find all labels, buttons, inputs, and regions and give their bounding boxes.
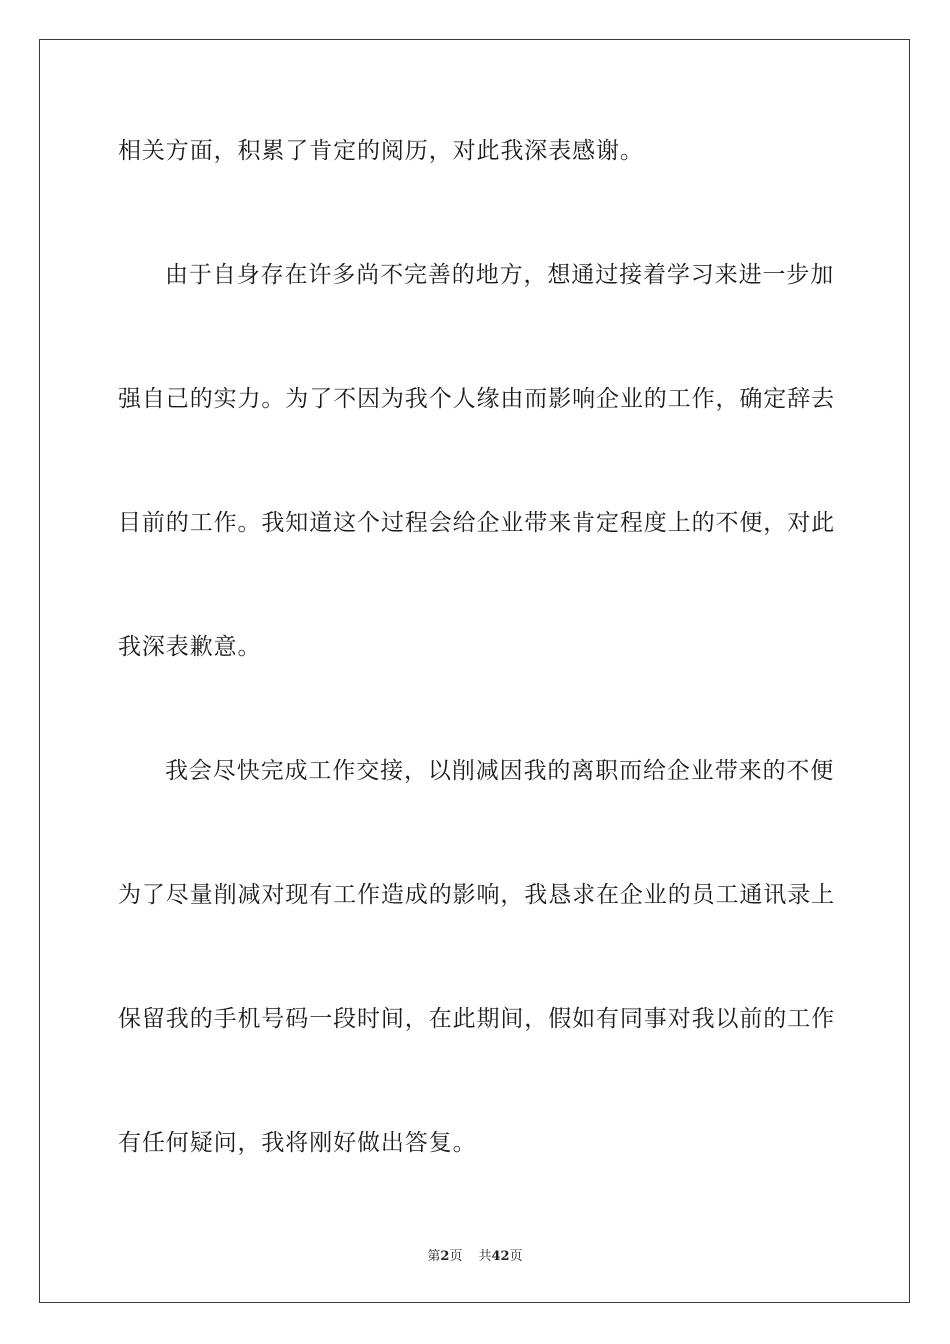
body-line-6: 我会尽快完成工作交接，以削减因我的离职而给企业带来的不便	[165, 758, 835, 784]
body-line-5: 我深表歉意。	[118, 634, 262, 660]
total-prefix: 共	[478, 1249, 492, 1264]
body-line-4: 目前的工作。我知道这个过程会给企业带来肯定程度上的不便，对此	[118, 510, 835, 536]
page-suffix: 页	[449, 1249, 463, 1264]
body-line-2: 由于自身存在许多尚不完善的地方，想通过接着学习来进一步加	[165, 262, 835, 288]
body-line-1: 相关方面，积累了肯定的阅历，对此我深表感谢。	[118, 138, 644, 164]
page-frame	[39, 39, 910, 1303]
page-prefix: 第	[427, 1249, 441, 1264]
body-line-7: 为了尽量削减对现有工作造成的影响，我恳求在企业的员工通讯录上	[118, 882, 835, 908]
total-pages: 42	[491, 1249, 510, 1264]
total-suffix: 页	[509, 1249, 523, 1264]
body-line-8: 保留我的手机号码一段时间，在此期间，假如有同事对我以前的工作	[118, 1006, 835, 1032]
page-number: 2	[440, 1249, 450, 1264]
page-footer	[0, 1248, 950, 1266]
body-line-3: 强自己的实力。为了不因为我个人缘由而影响企业的工作，确定辞去	[118, 386, 835, 412]
body-line-9: 有任何疑问，我将刚好做出答复。	[118, 1130, 477, 1156]
